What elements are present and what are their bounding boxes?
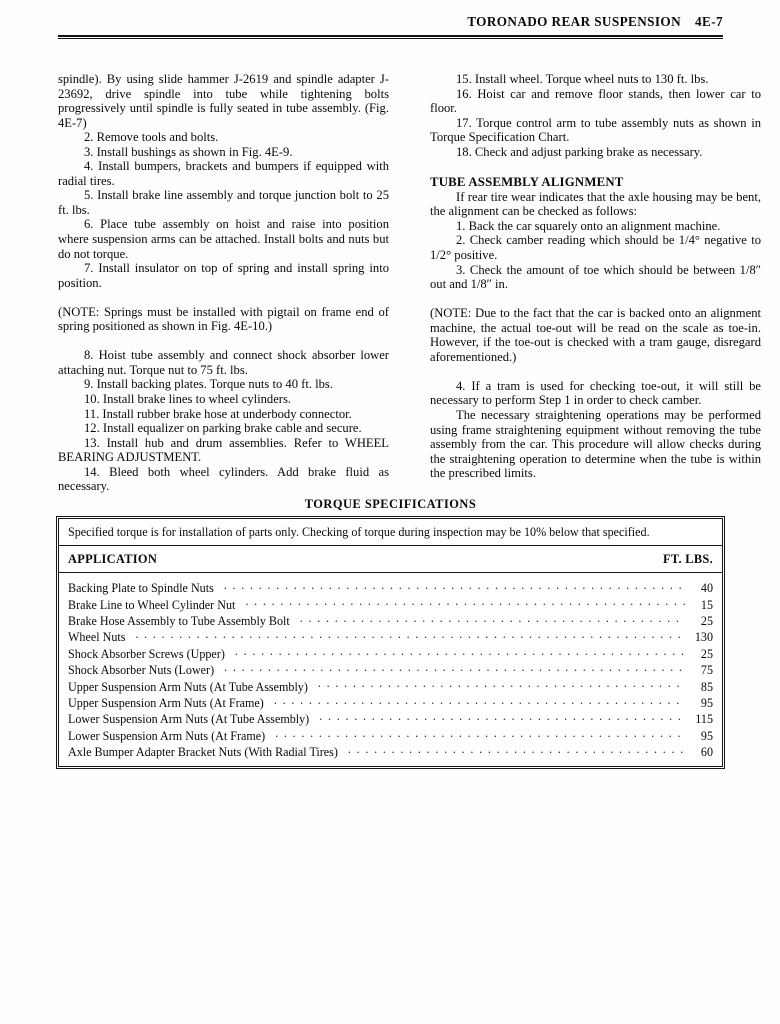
paragraph: 4. If a tram is used for checking toe-out, it will still be necessary to perform Step 1 in order to check camber. <box>430 378 761 408</box>
table-row <box>68 694 713 710</box>
torque-row-value: 25 <box>700 646 713 661</box>
paragraph: 10. Install brake lines to wheel cylinders. <box>84 392 292 407</box>
dot-leader <box>319 710 685 723</box>
torque-row-application: Upper Suspension Arm Nuts (At Tube Assembly) <box>68 679 308 694</box>
torque-row-value: 95 <box>700 728 713 743</box>
section-heading-tube-assembly-alignment: TUBE ASSEMBLY ALIGNMENT <box>430 174 624 189</box>
torque-row-application: Lower Suspension Arm Nuts (At Tube Assembly) <box>68 712 310 727</box>
torque-row-application: Upper Suspension Arm Nuts (At Frame) <box>68 695 264 710</box>
torque-row-value: 25 <box>700 613 713 628</box>
table-row <box>68 628 713 644</box>
note-paragraph: (NOTE: Due to the fact that the car is backed onto an alignment machine, the actual toe-out will be read on the scale as toe-in. However, if the toe-out is checked with a tram gauge, disregard aforementioned.) <box>430 306 761 364</box>
dot-leader <box>348 743 685 756</box>
paragraph: 8. Hoist tube assembly and connect shock absorber lower attaching nut. Torque nut to 75 ft. lbs. <box>58 348 389 377</box>
paragraph: 3. Install bushings as shown in Fig. 4E-9. <box>84 144 293 159</box>
running-head-section: 4E-7 <box>695 14 723 29</box>
note-paragraph: (NOTE: Springs must be installed with pigtail on frame end of spring positioned as shown in Fig. 4E-10.) <box>58 304 389 334</box>
torque-row-application: Shock Absorber Nuts (Lower) <box>68 663 215 678</box>
table-row <box>68 727 713 743</box>
table-row <box>68 710 713 726</box>
torque-table-note: Specified torque is for installation of parts only. Checking of torque during inspection may be 10% below that specified. <box>59 519 722 546</box>
torque-row-value: 95 <box>700 695 713 710</box>
table-row <box>68 612 713 628</box>
paragraph: 9. Install backing plates. Torque nuts to 40 ft. lbs. <box>84 377 333 392</box>
torque-row-application: Backing Plate to Spindle Nuts <box>68 581 214 596</box>
torque-row-value: 85 <box>700 679 713 694</box>
header-rule <box>58 35 723 39</box>
paragraph: 6. Place tube assembly on hoist and raise into position where suspension arms can be attached. Install bolts and nuts but do not torque. <box>58 217 389 261</box>
paragraph: 18. Check and adjust parking brake as necessary. <box>456 144 703 159</box>
table-row <box>68 677 713 693</box>
torque-row-value: 130 <box>694 630 713 645</box>
dot-leader <box>318 677 685 690</box>
paragraph: 15. Install wheel. Torque wheel nuts to 130 ft. lbs. <box>456 72 709 86</box>
torque-row-application: Brake Line to Wheel Cylinder Nut <box>68 597 236 612</box>
paragraph: The necessary straightening operations may be performed using frame straightening equipment without removing the tube assembly from the car. This procedure will allow checks during the straightening operation to determine when the tube is within the prescribed limits. <box>430 408 761 481</box>
table-row <box>68 579 713 595</box>
paragraph: 17. Torque control arm to tube assembly nuts as shown in Torque Specification Chart. <box>430 115 761 145</box>
torque-row-value: 40 <box>700 581 713 596</box>
paragraph: 14. Bleed both wheel cylinders. Add brake fluid as necessary. <box>58 464 389 494</box>
torque-table-header-row <box>59 546 722 573</box>
body-column-left <box>58 72 389 494</box>
dot-leader <box>235 645 685 658</box>
dot-leader <box>224 579 685 592</box>
torque-row-value: 15 <box>700 597 713 612</box>
torque-table-body <box>59 573 722 766</box>
body-column-right <box>430 72 761 481</box>
paragraph: 11. Install rubber brake hose at underbody connector. <box>84 406 352 421</box>
dot-leader <box>300 612 685 625</box>
table-row <box>68 645 713 661</box>
torque-specifications-table <box>58 518 723 767</box>
torque-row-application: Shock Absorber Screws (Upper) <box>68 646 225 661</box>
running-head-title: TORONADO REAR SUSPENSION <box>467 14 682 29</box>
torque-row-application: Wheel Nuts <box>68 630 126 645</box>
paragraph: 2. Remove tools and bolts. <box>84 130 219 145</box>
table-row <box>68 743 713 759</box>
running-head <box>58 14 723 30</box>
dot-leader <box>274 694 685 707</box>
paragraph: 1. Back the car squarely onto an alignment machine. <box>456 218 721 233</box>
paragraph: 2. Check camber reading which should be 1/4° negative to 1/2° positive. <box>430 233 761 263</box>
torque-row-application: Axle Bumper Adapter Bracket Nuts (With Radial Tires) <box>68 745 338 760</box>
dot-leader <box>135 628 685 641</box>
column-header-application: APPLICATION <box>68 552 158 566</box>
paragraph: If rear tire wear indicates that the axle housing may be bent, the alignment can be checked as follows: <box>430 189 761 219</box>
torque-row-application: Brake Hose Assembly to Tube Assembly Bolt <box>68 613 290 628</box>
paragraph: 4. Install bumpers, brackets and bumpers if equipped with radial tires. <box>58 159 389 188</box>
torque-row-value: 75 <box>700 663 713 678</box>
torque-row-value: 60 <box>700 745 713 760</box>
dot-leader <box>224 661 685 674</box>
table-row <box>68 661 713 677</box>
dot-leader <box>275 727 685 740</box>
column-header-ft-lbs: FT. LBS. <box>662 552 713 566</box>
paragraph: 16. Hoist car and remove floor stands, then lower car to floor. <box>430 86 761 116</box>
paragraph: 5. Install brake line assembly and torque junction bolt to 25 ft. lbs. <box>58 188 389 217</box>
dot-leader <box>245 595 685 608</box>
torque-row-value: 115 <box>695 712 713 727</box>
paragraph: 3. Check the amount of toe which should be between 1/8″ out and 1/8″ in. <box>430 262 761 292</box>
paragraph: 13. Install hub and drum assemblies. Refer to WHEEL BEARING ADJUSTMENT. <box>58 435 389 465</box>
torque-specifications-title: TORQUE SPECIFICATIONS <box>304 497 477 511</box>
paragraph: 12. Install equalizer on parking brake cable and secure. <box>84 421 362 436</box>
paragraph: spindle). By using slide hammer J-2619 and spindle adapter J-23692, drive spindle into tube while tightening bolts progressively until spindle is fully seated in tube assembly. (Fig. 4E-7) <box>58 72 389 130</box>
table-row <box>68 595 713 611</box>
paragraph: 7. Install insulator on top of spring and install spring into position. <box>58 261 389 290</box>
torque-row-application: Lower Suspension Arm Nuts (At Frame) <box>68 728 266 743</box>
